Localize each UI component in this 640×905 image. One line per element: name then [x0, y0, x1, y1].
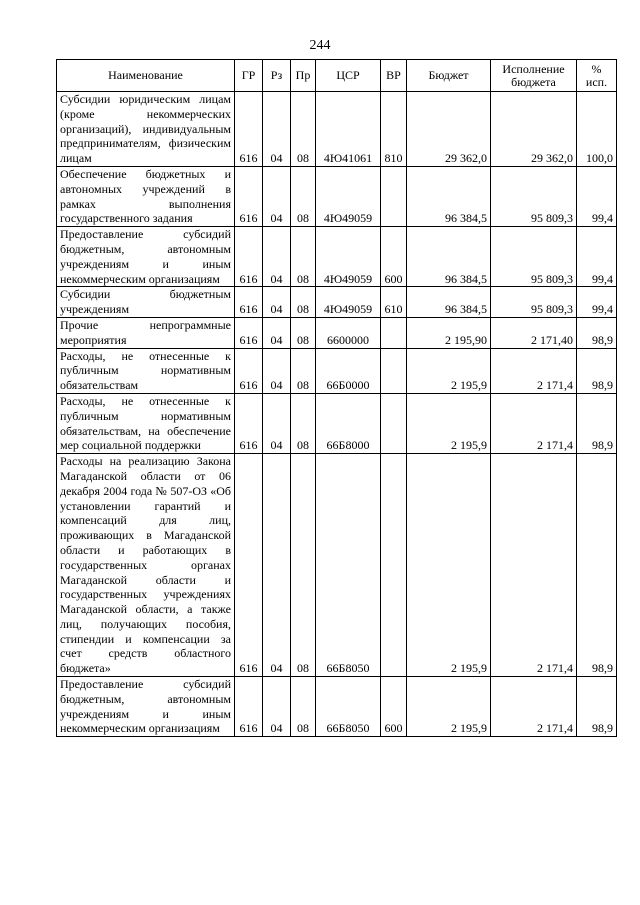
row-name: Обеспечение бюджетных и автономных учреждений в рамках выполнения государственного задания — [57, 166, 235, 226]
table-row — [57, 287, 617, 318]
row-vr: 810 — [381, 92, 407, 167]
row-percent: 99,4 — [577, 287, 617, 318]
row-name: Расходы, не отнесенные к публичным нормативным обязательствам — [57, 348, 235, 393]
row-csr: 4Ю49059 — [316, 166, 381, 226]
row-gr: 616 — [235, 92, 263, 167]
row-gr: 616 — [235, 227, 263, 287]
row-vr — [381, 166, 407, 226]
row-execution: 2 171,4 — [491, 677, 577, 737]
row-execution: 95 809,3 — [491, 227, 577, 287]
row-pr: 08 — [291, 393, 316, 453]
row-rz: 04 — [263, 227, 291, 287]
header-budget: Бюджет — [407, 60, 491, 92]
row-pr: 08 — [291, 677, 316, 737]
row-execution: 29 362,0 — [491, 92, 577, 167]
row-name: Предоставление субсидий бюджетным, автономным учреждениям и иным некоммерческим организациям — [57, 677, 235, 737]
row-percent: 99,4 — [577, 227, 617, 287]
row-name: Прочие непрограммные мероприятия — [57, 317, 235, 348]
row-percent: 98,9 — [577, 454, 617, 677]
row-budget: 96 384,5 — [407, 287, 491, 318]
row-rz: 04 — [263, 393, 291, 453]
row-name: Расходы, не отнесенные к публичным нормативным обязательствам, на обеспечение мер социальной поддержки — [57, 393, 235, 453]
row-execution: 2 171,4 — [491, 393, 577, 453]
row-percent: 98,9 — [577, 677, 617, 737]
header-name: Наименование — [57, 60, 235, 92]
row-gr: 616 — [235, 454, 263, 677]
row-vr: 600 — [381, 677, 407, 737]
table-header-row — [57, 60, 617, 92]
row-rz: 04 — [263, 287, 291, 318]
table-row — [57, 92, 617, 167]
row-rz: 04 — [263, 677, 291, 737]
row-gr: 616 — [235, 393, 263, 453]
table-row — [57, 454, 617, 677]
row-gr: 616 — [235, 317, 263, 348]
row-csr: 66Б0000 — [316, 348, 381, 393]
row-rz: 04 — [263, 166, 291, 226]
table-row — [57, 227, 617, 287]
table-row — [57, 677, 617, 737]
row-rz: 04 — [263, 92, 291, 167]
row-budget: 2 195,9 — [407, 393, 491, 453]
header-pr: Пр — [291, 60, 316, 92]
row-name: Предоставление субсидий бюджетным, автономным учреждениям и иным некоммерческим организациям — [57, 227, 235, 287]
header-csr: ЦСР — [316, 60, 381, 92]
row-csr: 4Ю49059 — [316, 287, 381, 318]
row-execution: 2 171,40 — [491, 317, 577, 348]
row-execution: 2 171,4 — [491, 454, 577, 677]
row-percent: 100,0 — [577, 92, 617, 167]
row-execution: 95 809,3 — [491, 287, 577, 318]
row-percent: 98,9 — [577, 317, 617, 348]
row-csr: 4Ю41061 — [316, 92, 381, 167]
table-row — [57, 317, 617, 348]
row-pr: 08 — [291, 92, 316, 167]
row-budget: 2 195,90 — [407, 317, 491, 348]
table-row — [57, 348, 617, 393]
row-vr — [381, 317, 407, 348]
row-name: Субсидии юридическим лицам (кроме некоммерческих организаций), индивидуальным предпринимателям, физическим лицам — [57, 92, 235, 167]
row-pr: 08 — [291, 348, 316, 393]
row-vr — [381, 454, 407, 677]
row-percent: 98,9 — [577, 393, 617, 453]
row-execution: 2 171,4 — [491, 348, 577, 393]
row-name: Расходы на реализацию Закона Магаданской области от 06 декабря 2004 года № 507-ОЗ «Об установлении гарантий и компенсаций для лиц, проживающих в Магаданской области и работающих в государственных органах Магаданской области и государственных учреждениях Магаданской области, а также лиц, получающих пособия, стипендии и компенсации за счет средств областного бюджета» — [57, 454, 235, 677]
row-gr: 616 — [235, 677, 263, 737]
row-csr: 6600000 — [316, 317, 381, 348]
row-pr: 08 — [291, 454, 316, 677]
row-rz: 04 — [263, 348, 291, 393]
table-row — [57, 393, 617, 453]
row-pr: 08 — [291, 317, 316, 348]
row-percent: 98,9 — [577, 348, 617, 393]
header-percent: % исп. — [577, 60, 617, 92]
row-execution: 95 809,3 — [491, 166, 577, 226]
row-vr — [381, 393, 407, 453]
row-budget: 96 384,5 — [407, 227, 491, 287]
header-vr: ВР — [381, 60, 407, 92]
row-rz: 04 — [263, 317, 291, 348]
table-row — [57, 166, 617, 226]
row-budget: 2 195,9 — [407, 677, 491, 737]
row-csr: 66Б8050 — [316, 454, 381, 677]
row-vr: 610 — [381, 287, 407, 318]
budget-table — [56, 59, 617, 737]
row-csr: 66Б8000 — [316, 393, 381, 453]
row-vr: 600 — [381, 227, 407, 287]
row-pr: 08 — [291, 227, 316, 287]
row-csr: 4Ю49059 — [316, 227, 381, 287]
row-rz: 04 — [263, 454, 291, 677]
header-rz: Рз — [263, 60, 291, 92]
row-csr: 66Б8050 — [316, 677, 381, 737]
header-execution: Исполнение бюджета — [491, 60, 577, 92]
row-pr: 08 — [291, 287, 316, 318]
row-budget: 2 195,9 — [407, 348, 491, 393]
row-name: Субсидии бюджетным учреждениям — [57, 287, 235, 318]
row-pr: 08 — [291, 166, 316, 226]
header-gr: ГР — [235, 60, 263, 92]
page-number: 244 — [309, 38, 331, 53]
row-gr: 616 — [235, 287, 263, 318]
row-gr: 616 — [235, 166, 263, 226]
row-budget: 29 362,0 — [407, 92, 491, 167]
row-vr — [381, 348, 407, 393]
row-gr: 616 — [235, 348, 263, 393]
row-budget: 2 195,9 — [407, 454, 491, 677]
row-budget: 96 384,5 — [407, 166, 491, 226]
row-percent: 99,4 — [577, 166, 617, 226]
